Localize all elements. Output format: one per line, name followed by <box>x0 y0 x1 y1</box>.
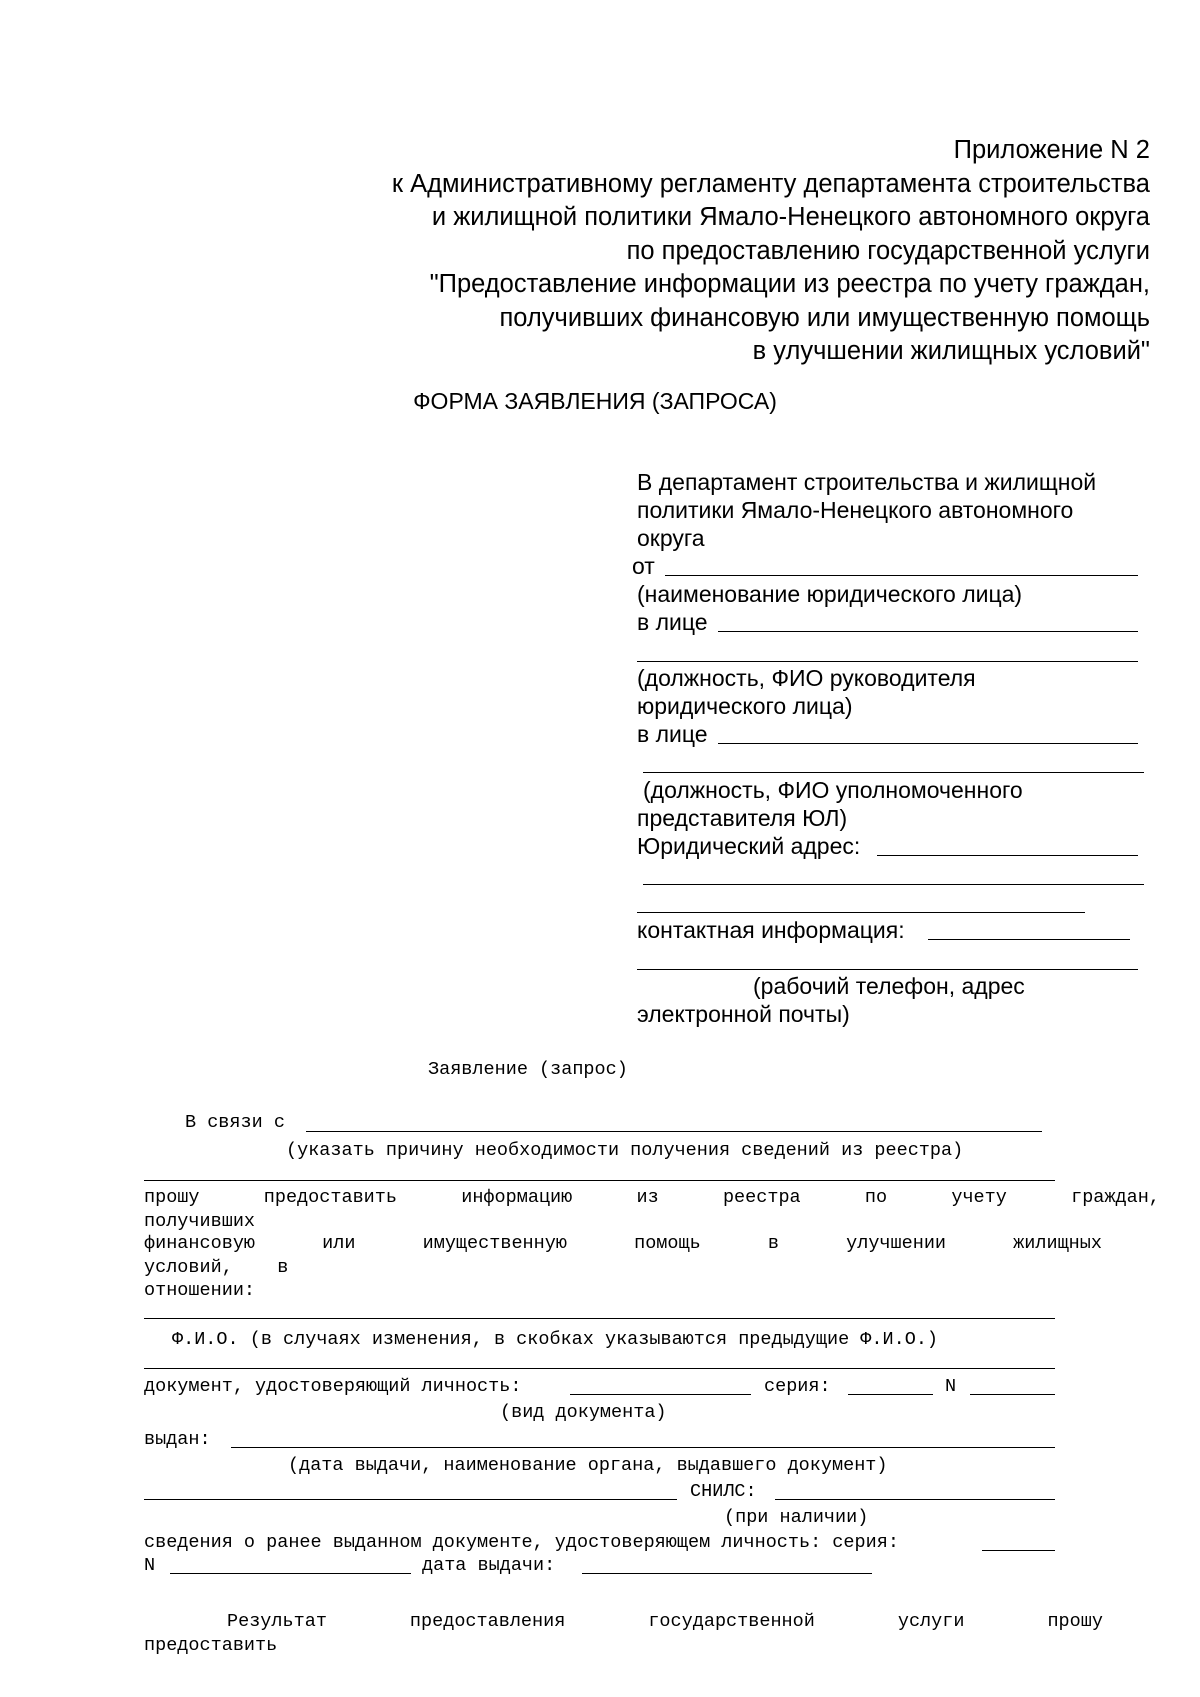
head-hint: юридического лица) <box>637 693 853 719</box>
representative-field-continued[interactable] <box>643 772 1144 773</box>
request-text-line: финансовую или имущественную помощь в улучшении жилищных <box>144 1233 1102 1254</box>
from-hint: (наименование юридического лица) <box>637 581 1023 607</box>
head-field-continued[interactable] <box>637 661 1138 662</box>
previous-date-label: дата выдачи: <box>422 1555 556 1576</box>
issued-field-continued[interactable] <box>144 1499 677 1500</box>
id-document-label: документ, удостоверяющий личность: <box>144 1376 522 1397</box>
legal-address-label: Юридический адрес: <box>637 833 861 859</box>
addressee-line: политики Ямало-Ненецкого автономного <box>637 497 1074 523</box>
contact-hint: (рабочий телефон, адрес <box>753 973 1025 999</box>
fio-field[interactable] <box>144 1318 1055 1319</box>
header-line: к Административному регламенту департамента строительства <box>391 169 1150 198</box>
from-field[interactable] <box>665 575 1138 576</box>
legal-address-field-continued[interactable] <box>637 912 1085 913</box>
representative-hint: представителя ЮЛ) <box>637 805 848 831</box>
representative-field[interactable] <box>718 743 1138 744</box>
form-title: ФОРМА ЗАЯВЛЕНИЯ (ЗАПРОСА) <box>413 388 777 414</box>
fio-hint: Ф.И.О. (в случаях изменения, в скобках указываются предыдущие Ф.И.О.) <box>172 1329 939 1350</box>
in-person-label: в лице <box>637 609 708 635</box>
previous-number-field[interactable] <box>170 1573 411 1574</box>
header-line: и жилищной политики Ямало-Ненецкого автономного округа <box>431 203 1150 231</box>
header-line: получивших финансовую или имущественную помощь <box>499 303 1150 332</box>
previous-number-label: N <box>144 1555 156 1576</box>
series-label: серия: <box>764 1376 831 1397</box>
header-line: Приложение N 2 <box>953 136 1150 164</box>
head-field[interactable] <box>718 631 1138 632</box>
from-label: от <box>632 553 655 579</box>
snils-hint: (при наличии) <box>724 1507 869 1528</box>
document-type-hint: (вид документа) <box>500 1402 667 1423</box>
request-text-line: условий, в <box>144 1257 289 1278</box>
number-field[interactable] <box>970 1394 1055 1395</box>
header-line: "Предоставление информации из реестра по учету граждан, <box>429 270 1150 298</box>
statement-title: Заявление (запрос) <box>428 1059 628 1080</box>
snils-field[interactable] <box>775 1499 1055 1500</box>
series-field[interactable] <box>848 1394 933 1395</box>
contact-hint: электронной почты) <box>637 1001 850 1027</box>
result-text-line: Результат предоставления государственной услуги прошу <box>227 1611 1103 1632</box>
issued-label: выдан: <box>144 1429 211 1450</box>
request-text-line: получивших <box>144 1211 256 1232</box>
previous-series-field[interactable] <box>982 1550 1055 1551</box>
id-document-type-field[interactable] <box>570 1394 751 1395</box>
header-line: по предоставлению государственной услуги <box>626 236 1150 265</box>
reason-field-continued[interactable] <box>144 1180 1055 1181</box>
appendix-header <box>250 134 1150 369</box>
legal-address-field-continued[interactable] <box>643 884 1144 885</box>
number-label: N <box>945 1376 957 1397</box>
addressee-line: округа <box>637 525 705 551</box>
reason-label: В связи с <box>185 1112 285 1133</box>
reason-field[interactable] <box>306 1131 1042 1132</box>
fio-field-continued[interactable] <box>144 1368 1055 1369</box>
reason-hint: (указать причину необходимости получения сведений из реестра) <box>286 1140 964 1161</box>
snils-label: СНИЛС: <box>690 1481 757 1502</box>
head-hint: (должность, ФИО руководителя <box>637 665 976 691</box>
header-line: в улучшении жилищных условий" <box>752 337 1150 365</box>
previous-date-field[interactable] <box>582 1573 872 1574</box>
request-text-line: прошу предоставить информацию из реестра по учету граждан, <box>144 1187 1160 1208</box>
request-text-line: отношении: <box>144 1280 256 1301</box>
previous-document-label: сведения о ранее выданном документе, удостоверяющем личность: серия: <box>144 1532 899 1553</box>
contact-field-continued[interactable] <box>637 969 1138 970</box>
addressee-line: В департамент строительства и жилищной <box>637 469 1097 495</box>
contact-field[interactable] <box>928 939 1130 940</box>
representative-hint: (должность, ФИО уполномоченного <box>643 777 1023 803</box>
issued-field[interactable] <box>231 1447 1055 1448</box>
in-person-label: в лице <box>637 721 708 747</box>
result-text-line: предоставить <box>144 1635 278 1656</box>
contact-label: контактная информация: <box>637 917 905 943</box>
issued-hint: (дата выдачи, наименование органа, выдавшего документ) <box>288 1455 888 1476</box>
legal-address-field[interactable] <box>877 855 1138 856</box>
